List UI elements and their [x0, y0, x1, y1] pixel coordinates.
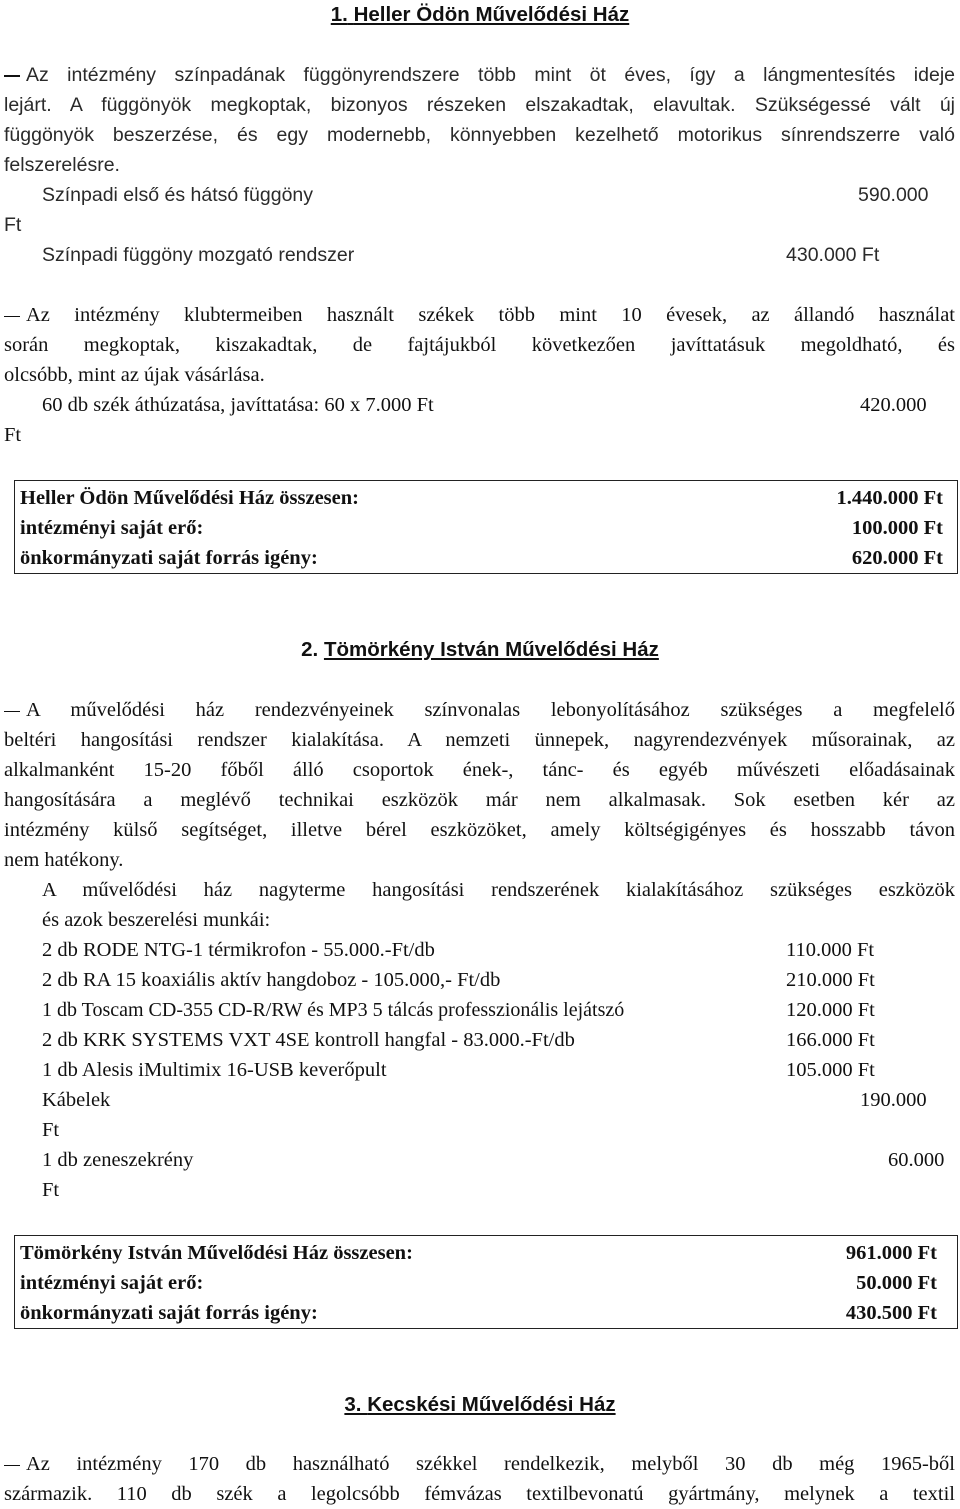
section-2-summary-box	[14, 1235, 958, 1329]
section-3-title: Kecskési Művelődési Ház	[367, 1393, 616, 1416]
item-value: 430.000 Ft	[786, 244, 880, 266]
item-label: 1 db Alesis iMultimix 16-USB keverőpult	[42, 1059, 387, 1081]
dash-bullet	[4, 75, 20, 77]
section-2-paragraph-2: A művelődési ház nagyterme hangosítási rendszerének kialakításához szükséges eszközök és azok beszerelési munkái:	[42, 879, 955, 931]
section-2-heading	[0, 635, 960, 665]
item-unit: Ft	[42, 1119, 60, 1141]
dash-bullet	[4, 1465, 20, 1467]
item-value: 210.000 Ft	[786, 969, 875, 991]
item-label: 2 db KRK SYSTEMS VXT 4SE kontroll hangfal - 83.000.-Ft/db	[42, 1029, 575, 1051]
section-2-number: 2.	[301, 638, 319, 661]
summary-row: önkormányzati saját forrás igény: 620.000 Ft	[20, 547, 943, 569]
section-1-number: 1.	[330, 3, 348, 26]
item-value: 110.000 Ft	[786, 939, 875, 961]
summary-row: önkormányzati saját forrás igény: 430.500 Ft	[20, 1302, 937, 1324]
section-1-summary-box	[14, 480, 958, 574]
item-value: 420.000	[860, 394, 927, 416]
item-label: 2 db RODE NTG-1 térmikrofon - 55.000.-Ft/db	[42, 939, 435, 961]
summary-row: Tömörkény István Művelődési Ház összesen: 961.000 Ft	[20, 1242, 937, 1264]
dash-bullet	[4, 316, 20, 318]
item-unit: Ft	[4, 424, 22, 446]
summary-row: intézményi saját erő: 50.000 Ft	[20, 1272, 937, 1294]
item-label: Színpadi első és hátsó függöny	[42, 184, 314, 206]
item-unit: Ft	[4, 214, 22, 236]
item-value: 60.000	[888, 1149, 945, 1171]
item-label: 1 db Toscam CD-355 CD-R/RW és MP3 5 tálcás professzionális lejátszó	[42, 999, 625, 1021]
section-2-paragraph-1: A művelődési ház rendezvényeinek színvonalas lebonyolításához szükséges a megfelelő beltéri hangosítási rendszer kialakítása. A nemzeti ünnepek, nagyrendezvények műsorainak, az alkalmanként 15-20 főből álló csoportok ének-, tánc- és egyéb művészeti előadásainak hangosítására a meglévő technikai eszközök már nem alkalmasak. Sok esetben kér az intézmény külső segítséget, illetve bérel eszközöket, amely költségigényes és hosszabb távon nem hatékony.	[4, 699, 956, 871]
section-3-paragraph-1: Az intézmény 170 db használható székkel rendelkezik, melyből 30 db még 1965-ből származik. 110 db szék a legolcsóbb fémvázas textilbevonatú gyártmány, melynek a textil	[4, 1453, 955, 1505]
section-2-title: Tömörkény István Művelődési Ház	[323, 638, 659, 661]
dash-bullet	[4, 711, 20, 713]
summary-row: Heller Ödön Művelődési Ház összesen: 1.440.000 Ft	[20, 487, 943, 509]
section-1-title: Heller Ödön Művelődési Ház	[353, 3, 630, 26]
item-label: Színpadi függöny mozgató rendszer	[42, 244, 355, 266]
item-value: 120.000 Ft	[786, 999, 875, 1021]
section-1-paragraph-1: Az intézmény színpadának függönyrendszere több mint öt éves, így a lángmentesítés ideje lejárt. A függönyök megkoptak, bizonyos részeken elszakadtak, elavultak. Szükségessé vált új függönyök beszerzése, és egy modernebb, könnyebben kezelhető motorikus sínrendszerre való felszerelésre.	[4, 64, 956, 176]
summary-row: intézményi saját erő: 100.000 Ft	[20, 517, 943, 539]
item-value: 190.000	[860, 1089, 927, 1111]
section-3-number: 3.	[344, 1393, 362, 1416]
section-1-paragraph-2: Az intézmény klubtermeiben használt székek több mint 10 évesek, az állandó használat során megkoptak, kiszakadtak, de fajtájukból következően javíttatásuk megoldható, és olcsóbb, mint az újak vásárlása.	[4, 304, 955, 386]
section-1-heading	[0, 0, 960, 30]
item-value: 590.000	[858, 184, 929, 206]
item-label: 60 db szék áthúzatása, javíttatása: 60 x 7.000 Ft	[42, 394, 434, 416]
item-label: Kábelek	[42, 1089, 111, 1111]
section-3-heading	[0, 1390, 960, 1420]
item-value: 105.000 Ft	[786, 1059, 875, 1081]
item-value: 166.000 Ft	[786, 1029, 875, 1051]
item-label: 1 db zeneszekrény	[42, 1149, 194, 1171]
item-label: 2 db RA 15 koaxiális aktív hangdoboz - 105.000,- Ft/db	[42, 969, 501, 991]
item-unit: Ft	[42, 1179, 60, 1201]
